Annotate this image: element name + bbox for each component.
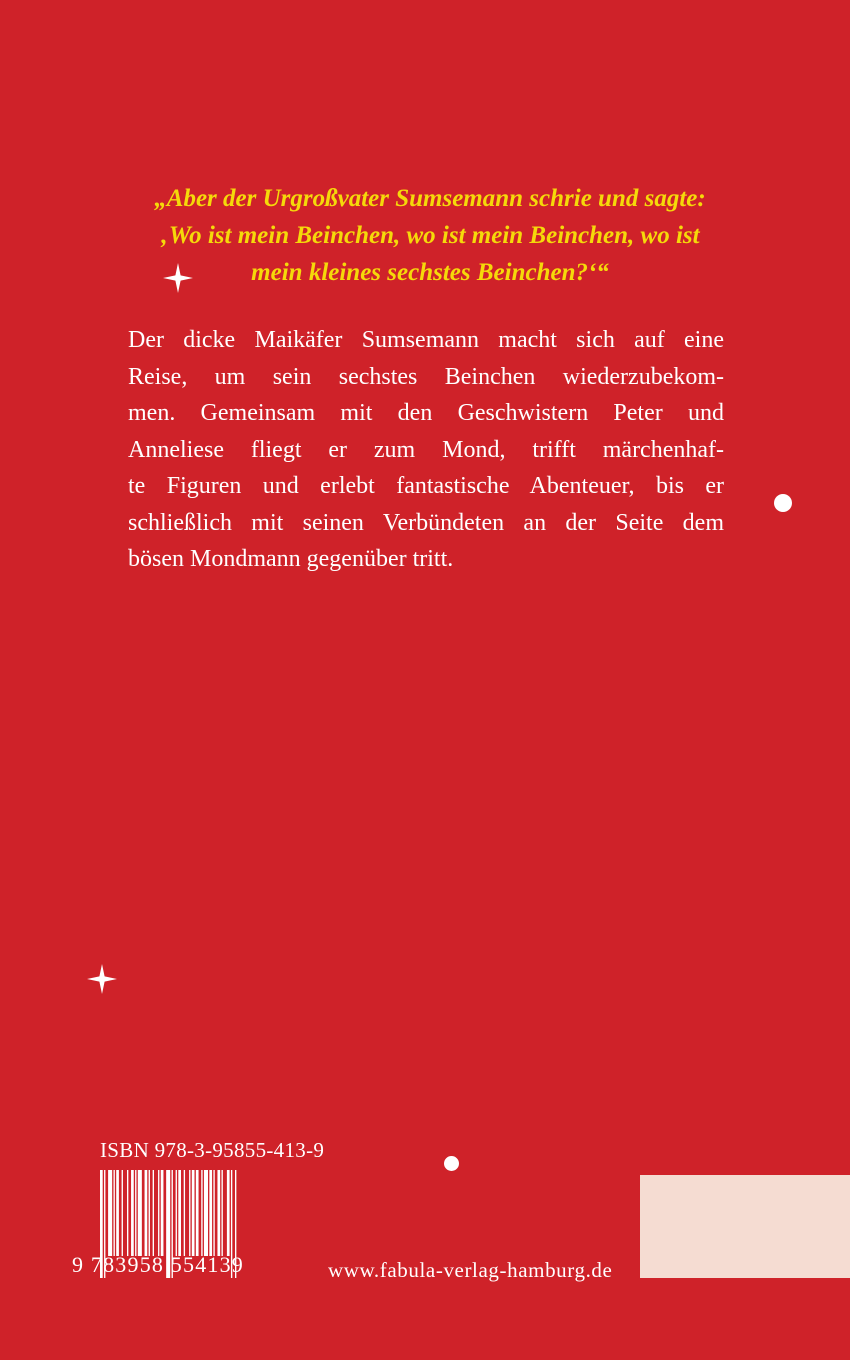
blurb-line: Der dicke Maikäfer Sumsemann macht sich auf eine <box>128 327 724 353</box>
barcode-bar <box>192 1170 195 1256</box>
barcode-bar <box>196 1170 199 1256</box>
barcode-bar <box>131 1170 134 1256</box>
barcode-bar <box>153 1170 154 1256</box>
blurb-line: men. Gemeinsam mit den Geschwistern Peter und <box>128 400 724 426</box>
barcode-bar <box>127 1170 128 1256</box>
barcode-bar <box>201 1170 202 1256</box>
barcode-bar <box>209 1170 212 1256</box>
barcode-bar <box>217 1170 220 1256</box>
barcode-bar <box>178 1170 181 1256</box>
barcode-bar <box>204 1170 208 1256</box>
barcode-bar <box>184 1170 185 1256</box>
blurb-line: te Figuren und erlebt fantastische Abenteuer, bis er <box>128 473 724 499</box>
barcode-bar <box>145 1170 148 1256</box>
isbn-label: ISBN 978-3-95855-413-9 <box>100 1138 325 1162</box>
blurb-line: schließlich mit seinen Verbündeten an der Seite dem <box>128 509 724 536</box>
barcode-bar <box>114 1170 115 1256</box>
dot-icon <box>444 1156 459 1171</box>
barcode-bar <box>213 1170 214 1256</box>
barcode-digits: 9 783958 554139 <box>72 1252 244 1277</box>
barcode-bar <box>158 1170 159 1256</box>
barcode-bar <box>108 1170 112 1256</box>
blurb-line: Anneliese fliegt er zum Mond, trifft märchenhaf- <box>128 436 724 463</box>
barcode-bar <box>122 1170 123 1256</box>
barcode-bar <box>189 1170 190 1256</box>
quote-line: „Aber der Urgroßvater Sumsemann schrie und sagte: <box>154 185 706 212</box>
sparkle-star-icon <box>86 963 118 995</box>
blurb-line: Reise, um sein sechstes Beinchen wiederzubekom- <box>128 363 724 390</box>
barcode-bar <box>161 1170 164 1256</box>
sparkle-star-icon <box>162 262 194 294</box>
dot-icon <box>774 494 792 512</box>
barcode-bar <box>222 1170 223 1256</box>
barcode-bar <box>135 1170 136 1256</box>
blurb-text <box>128 322 724 578</box>
quote-block <box>110 180 750 291</box>
barcode-bar <box>227 1170 230 1256</box>
barcode-bar <box>116 1170 119 1256</box>
barcode-bar <box>149 1170 150 1256</box>
quote-line: mein kleines sechstes Beinchen?‘“ <box>251 259 609 286</box>
price-label-box <box>640 1175 850 1278</box>
blurb-line: bösen Mondmann gegenüber tritt. <box>128 546 454 572</box>
publisher-website: www.fabula-verlag-hamburg.de <box>328 1258 613 1282</box>
barcode-bar <box>138 1170 142 1256</box>
barcode-bar <box>176 1170 177 1256</box>
quote-line: ‚Wo ist mein Beinchen, wo ist mein Beinchen, wo ist <box>160 222 700 249</box>
